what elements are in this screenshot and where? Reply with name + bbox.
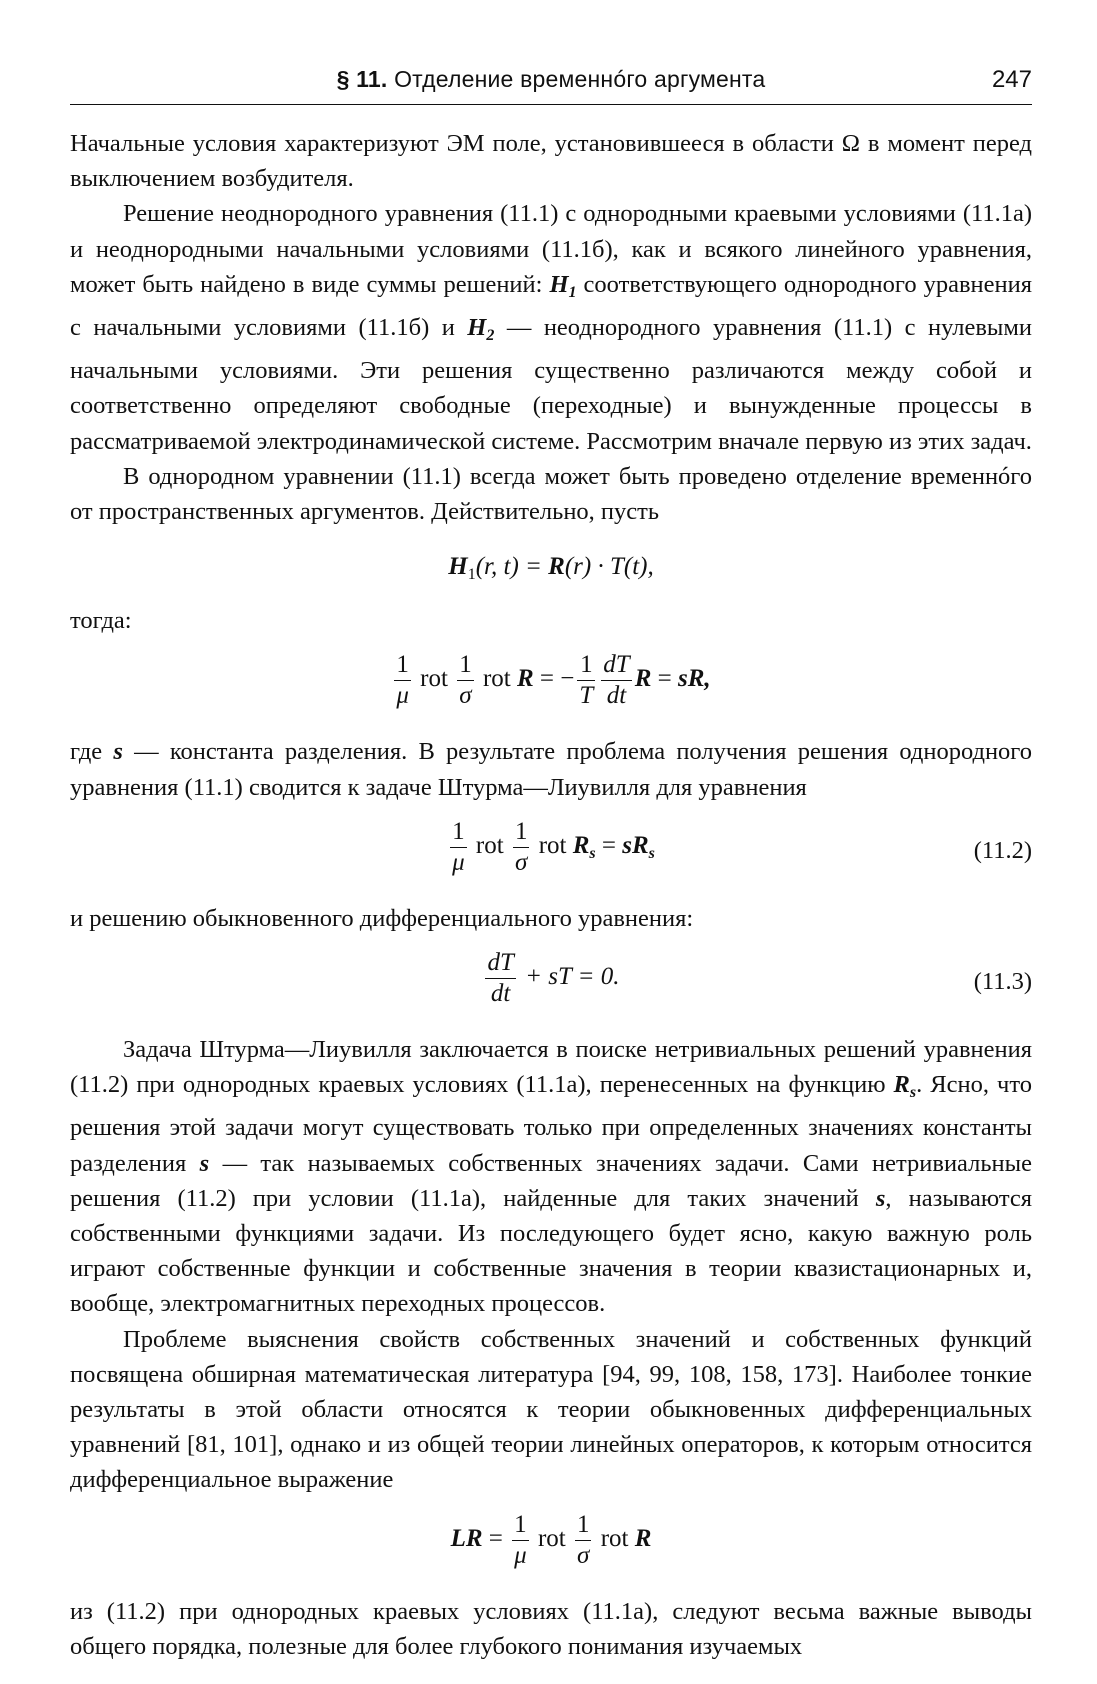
symbol-H1 xyxy=(549,270,577,301)
text-run: , называются собственными функциями задачи. Из последующего будет ясно, какую важную роль играют собственные функции и собственные значения в теории квазистационарных и, вообще, электромагнитных переходных процессов. xyxy=(70,1184,1032,1318)
text-run: . Ясно, что решения этой задачи могут существовать только при определенных значениях константы разделения xyxy=(70,1071,1032,1177)
eq-Rs xyxy=(572,832,596,863)
fraction-1-mu xyxy=(394,650,411,711)
paragraph-separation: В однородном уравнении (11.1) всегда может быть проведено отделение временнóго от пространственных аргументов. Действительно, пусть xyxy=(70,462,1032,526)
paragraph-conclusions: из (11.2) при однородных краевых условиях (11.1а), следуют весьма важные выводы общего порядка, полезные для более глубокого понимания изучаемых xyxy=(70,1597,1032,1660)
equals-sign: = xyxy=(539,665,555,693)
paragraph-sturm-liouville xyxy=(70,1032,1032,1322)
numerator: 1 xyxy=(513,817,530,848)
numerator: 1 xyxy=(577,650,595,681)
denominator: T xyxy=(579,682,594,710)
eq-lhs-args: (r, t) = xyxy=(475,553,549,581)
equation-number: (11.3) xyxy=(973,968,1032,996)
eq-R: R xyxy=(548,553,565,581)
symbol-subscript: 1 xyxy=(568,283,577,301)
symbol-s: s xyxy=(113,738,123,766)
numerator: 1 xyxy=(575,1510,592,1541)
symbol-subscript: 2 xyxy=(486,327,495,345)
equals-sign: = xyxy=(657,665,672,693)
symbol-letter: H xyxy=(549,270,569,298)
paragraph-literature: Проблеме выяснения свойств собственных значений и собственных функций посвящена обширная математическая литература [94, 99, 108, 158, 173]. Наиболее тонкие результаты в этой области относятся к теории обыкновенных дифференциальных уравнений [81, 101], однако и из общей теории линейных операторов, к которым относится дифференциальное выражение xyxy=(70,1325,1032,1494)
fraction-1-sigma xyxy=(575,1510,592,1571)
equation-body xyxy=(70,817,1032,878)
rot-operator: rot xyxy=(475,832,504,860)
symbol-subscript: s xyxy=(589,845,596,863)
symbol-s: s xyxy=(199,1149,210,1177)
section-number: § 11. xyxy=(336,66,388,92)
numerator: 1 xyxy=(394,650,411,681)
symbol-letter: R xyxy=(893,1071,910,1099)
rot-operator: rot xyxy=(420,665,448,693)
section-title: Отделение временнóго аргумента xyxy=(394,66,766,92)
equation-body xyxy=(70,1510,1032,1571)
equation-body xyxy=(70,948,1032,1009)
symbol-s: s xyxy=(875,1184,886,1212)
numerator: 1 xyxy=(457,650,474,681)
numerator: dT xyxy=(485,948,515,979)
text-run: — так называемых собственных значениях задачи. Сами нетривиальные решения (11.2) при условии (11.1а), найденные для таких значений xyxy=(70,1149,1032,1212)
equation-separation xyxy=(70,535,1032,597)
denominator: μ xyxy=(452,848,465,876)
eq-R: R xyxy=(516,665,534,693)
eq-H: H xyxy=(448,553,468,581)
fraction-1-sigma xyxy=(457,650,474,711)
denominator: dt xyxy=(490,980,511,1008)
text-run: соответствующего однородного уравнения с начальными условиями (11.1б) и xyxy=(70,270,1032,342)
fraction-1-mu xyxy=(450,817,467,878)
equation-operator-L xyxy=(70,1504,1032,1588)
symbol-letter: R xyxy=(631,832,649,860)
denominator: μ xyxy=(396,682,409,710)
denominator: σ xyxy=(577,1541,590,1569)
numerator: 1 xyxy=(512,1510,529,1541)
header-title-line xyxy=(70,66,1032,93)
eq-R: R xyxy=(634,1524,652,1552)
fraction-1-mu xyxy=(512,1510,529,1571)
symbol-H2 xyxy=(467,314,495,345)
text-run: Решение неоднородного уравнения (11.1) с однородными краевыми условиями (11.1а) и неоднородными начальными условиями (11.1б), как и всякого линейного уравнения, может быть найдено в виде суммы решений: xyxy=(70,200,1032,298)
text-run: — неоднородного уравнения (11.1) с нулевыми начальными условиями. Эти решения существенно различаются между собой и соответственно определяют свободные (переходные) и вынужденные процессы в рассматриваемой электродинамической системе. Рассмотрим вначале первую из этих задач. xyxy=(70,314,1032,455)
symbol-letter: R xyxy=(572,832,590,860)
symbol-subscript: s xyxy=(648,845,655,863)
equals-sign: = xyxy=(488,1524,503,1552)
paragraph-solution-sum xyxy=(70,196,1032,458)
rot-operator: rot xyxy=(537,1524,566,1552)
minus-sign: − xyxy=(560,665,575,693)
denominator: σ xyxy=(515,848,528,876)
label-then: тогда: xyxy=(70,607,132,635)
equation-11-2 xyxy=(70,811,1032,895)
eq-Rs xyxy=(631,832,655,863)
eq-R: R xyxy=(634,665,652,693)
fraction-dT-dt xyxy=(485,948,515,1009)
equation-rot-separation xyxy=(70,644,1032,728)
eq-tail: + sT = 0. xyxy=(525,963,620,991)
text-run: — константа разделения. В результате проблема получения решения однородного уравнения (11.1) сводится к задаче Штурма—Лиувилля для уравнения xyxy=(70,738,1032,801)
eq-LR: LR xyxy=(450,1524,483,1552)
denominator: dt xyxy=(606,682,627,710)
numerator: dT xyxy=(601,650,631,681)
fraction-1-sigma xyxy=(513,817,530,878)
page-number: 247 xyxy=(991,66,1032,93)
text-run: где xyxy=(70,738,114,766)
eq-rhs-args: (r) · T(t), xyxy=(564,553,654,581)
denominator: μ xyxy=(514,1541,527,1569)
eq-sR: sR, xyxy=(677,665,711,693)
eq-H-sub: 1 xyxy=(467,566,476,584)
equation-number: (11.2) xyxy=(973,836,1032,864)
text-run: Задача Штурма—Лиувилля заключается в поиске нетривиальных решений уравнения (11.2) при однородных краевых условиях (11.1а), перенесенных на функцию xyxy=(70,1036,1032,1099)
fraction-dT-dt xyxy=(601,650,631,711)
equation-body xyxy=(70,650,1032,711)
equals-sign: = xyxy=(601,832,616,860)
body-text xyxy=(70,126,1032,1664)
eq-s: s xyxy=(622,832,632,860)
numerator: 1 xyxy=(450,817,467,848)
denominator: σ xyxy=(459,682,472,710)
symbol-Rs xyxy=(893,1071,917,1102)
symbol-subscript: s xyxy=(909,1084,917,1102)
fraction-1-T xyxy=(577,650,595,711)
running-header xyxy=(70,66,1032,105)
equation-11-3 xyxy=(70,942,1032,1026)
paragraph-ode: и решению обыкновенного дифференциального уравнения: xyxy=(70,904,694,932)
equation-body xyxy=(70,549,1032,592)
rot-operator: rot xyxy=(482,665,511,693)
paragraph-separation-constant xyxy=(70,734,1032,804)
symbol-letter: H xyxy=(467,314,487,342)
rot-operator: rot xyxy=(538,832,567,860)
rot-operator: rot xyxy=(600,1524,629,1552)
paragraph-initial-conditions: Начальные условия характеризуют ЭМ поле, установившееся в области Ω в момент перед выключением возбудителя. xyxy=(70,130,1032,193)
